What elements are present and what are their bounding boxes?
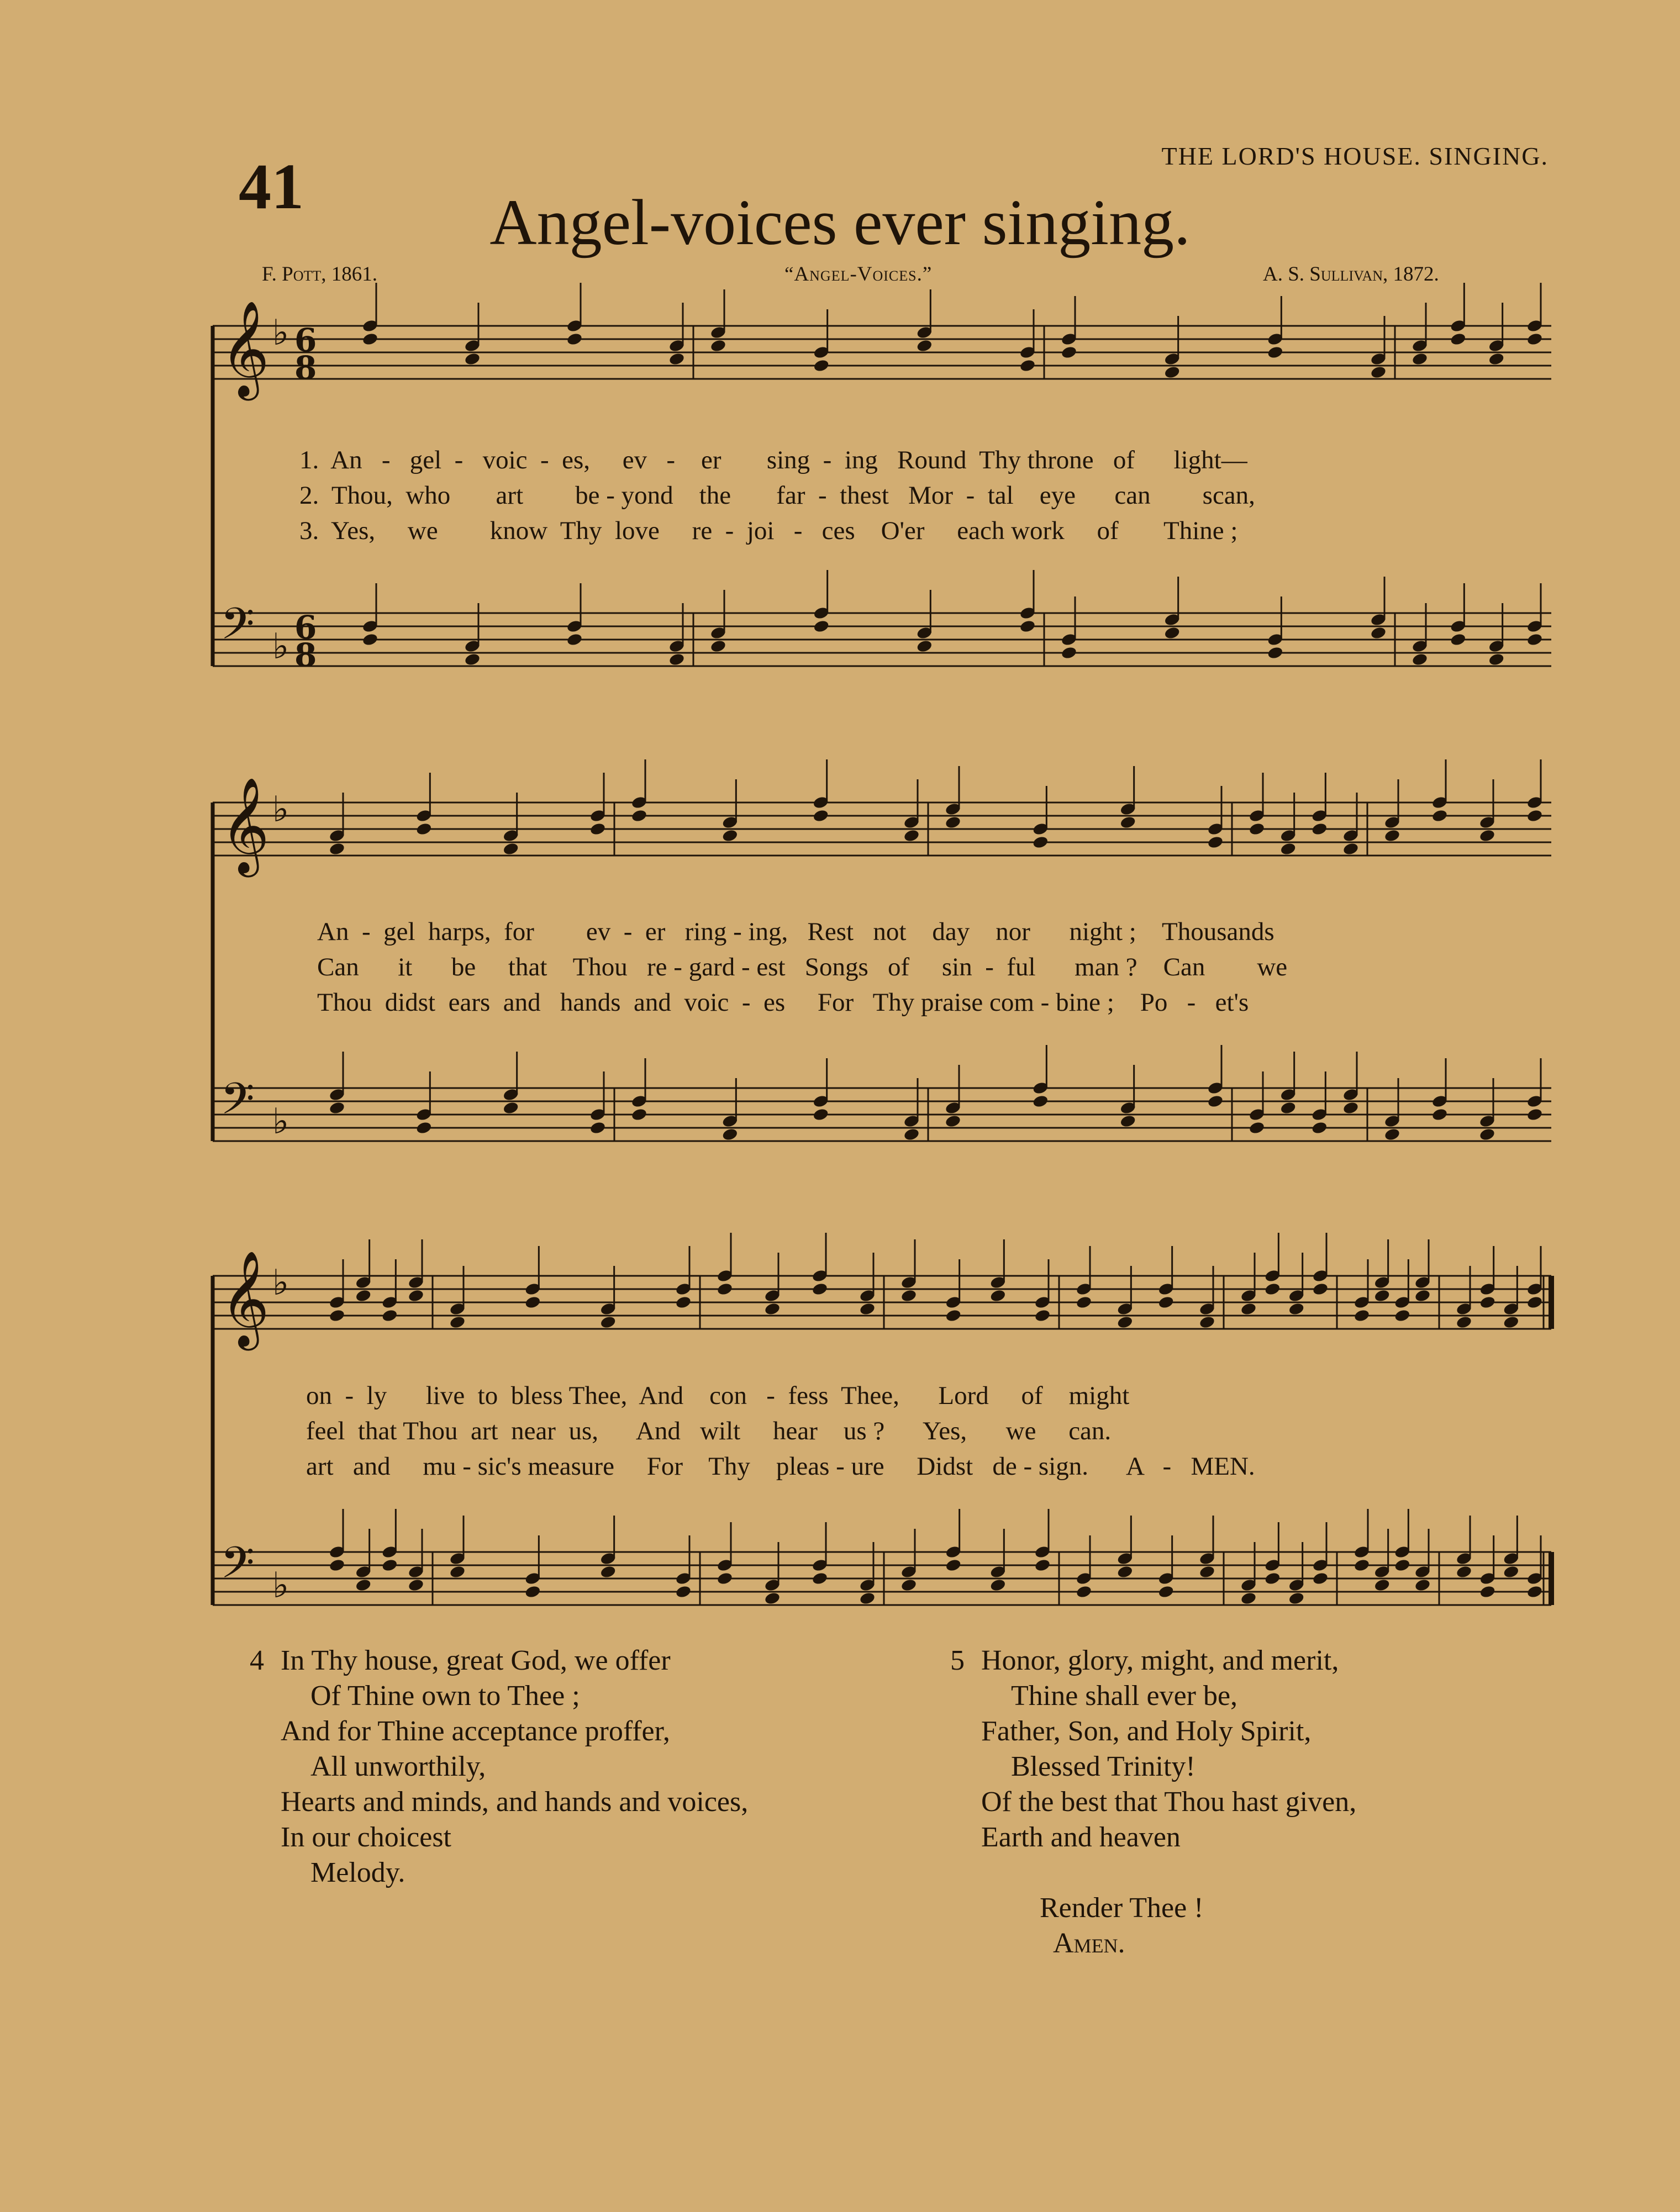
notehead	[1076, 1585, 1093, 1599]
notehead	[415, 1121, 433, 1135]
stanza-line: Honor, glory, might, and merit,	[981, 1645, 1339, 1676]
notehead	[1288, 1591, 1305, 1606]
stanza-line: Thine shall ever be,	[1011, 1680, 1238, 1712]
stanza-line	[1011, 1855, 1203, 1997]
section-heading: THE LORD'S HOUSE. SINGING.	[1161, 142, 1549, 170]
notehead	[989, 1578, 1007, 1592]
notehead	[1240, 1302, 1257, 1316]
notehead	[1019, 358, 1036, 373]
notehead	[1119, 1114, 1136, 1128]
notehead	[1488, 652, 1505, 667]
notehead	[710, 639, 727, 653]
notehead	[631, 809, 648, 823]
notehead	[464, 352, 481, 366]
notehead	[355, 1289, 372, 1303]
notehead	[1526, 632, 1544, 647]
lyric-line: feel that Thou art near us, And wilt hear us ? Yes, we can.	[306, 1417, 1112, 1445]
notehead	[1312, 1571, 1329, 1586]
notehead	[1526, 1107, 1544, 1122]
notehead	[1311, 1121, 1328, 1135]
notehead	[1034, 1308, 1051, 1323]
notehead	[1249, 822, 1266, 836]
notehead	[1207, 835, 1224, 849]
lyric-line: 3. Yes, we know Thy love re - joi - ces O'er each work of Thine ;	[299, 516, 1238, 545]
notehead	[1450, 632, 1467, 647]
notehead	[1503, 1565, 1520, 1579]
notehead	[668, 352, 686, 366]
lyric-line: art and mu - sic's measure For Thy pleas - ure Didst de - sign. A - MEN.	[306, 1452, 1255, 1481]
notehead	[1373, 1289, 1391, 1303]
notehead	[903, 828, 920, 843]
stanza-line: Of the best that Thou hast given,	[981, 1786, 1357, 1818]
stanza-number: 5	[950, 1645, 965, 1676]
notehead	[1412, 652, 1429, 667]
treble-clef: 𝄞	[220, 1250, 270, 1347]
notehead	[599, 1565, 617, 1579]
stanza-line: Melody.	[310, 1857, 405, 1888]
notehead	[566, 332, 583, 346]
notehead	[329, 1101, 346, 1115]
notehead	[1279, 1101, 1297, 1115]
notehead	[721, 828, 739, 843]
stanza-line: In our choicest	[281, 1822, 452, 1853]
stanza-line-text: Render Thee !	[1040, 1892, 1204, 1924]
notehead	[1117, 1565, 1134, 1579]
notehead	[717, 1282, 734, 1296]
notehead	[589, 822, 607, 836]
notehead	[1342, 1101, 1360, 1115]
notehead	[329, 1558, 346, 1572]
notehead	[1342, 842, 1360, 856]
notehead	[1117, 1315, 1134, 1329]
stanza-number: 4	[250, 1645, 264, 1676]
notehead	[1370, 626, 1387, 640]
notehead	[599, 1315, 617, 1329]
notehead	[721, 1127, 739, 1142]
notehead	[812, 809, 829, 823]
notehead	[1311, 822, 1328, 836]
treble-clef: 𝄞	[220, 777, 270, 873]
lyric-line: on - ly live to bless Thee, And con - fess Thee, Lord of might	[306, 1381, 1130, 1410]
notehead	[1061, 345, 1078, 360]
lyric-line: Can it be that Thou re - gard - est Songs of sin - ful man ? Can we	[317, 953, 1288, 981]
stanza-line: Hearts and minds, and hands and voices,	[281, 1786, 749, 1818]
flat-key-signature: ♭	[272, 1263, 289, 1303]
notehead	[1019, 619, 1036, 633]
notehead	[1414, 1578, 1431, 1592]
notehead	[1488, 352, 1505, 366]
notehead	[464, 652, 481, 667]
notehead	[945, 815, 962, 830]
notehead	[1354, 1558, 1371, 1572]
notehead	[362, 632, 379, 647]
notehead	[1479, 1295, 1496, 1310]
notehead	[1526, 332, 1544, 346]
notehead	[381, 1308, 398, 1323]
stanza-line: And for Thine acceptance proffer,	[281, 1715, 670, 1747]
time-signature-bottom: 8	[294, 636, 317, 674]
bass-clef: 𝄢	[220, 1537, 255, 1599]
notehead	[1264, 1282, 1281, 1296]
flat-key-signature: ♭	[272, 1565, 289, 1606]
notehead	[1370, 365, 1387, 379]
notehead	[1163, 365, 1181, 379]
flat-key-signature: ♭	[272, 789, 289, 830]
tune-name: “Angel-Voices.”	[784, 263, 933, 286]
notehead	[1526, 809, 1544, 823]
notehead	[764, 1302, 781, 1316]
notehead	[1373, 1578, 1391, 1592]
notehead	[1384, 1127, 1401, 1142]
stanza-line: All unworthily,	[310, 1751, 486, 1782]
hymn-number: 41	[239, 150, 304, 223]
notehead	[329, 842, 346, 856]
notehead	[900, 1289, 918, 1303]
notehead	[1032, 835, 1049, 849]
notehead	[1479, 1127, 1496, 1142]
notehead	[1061, 646, 1078, 660]
notehead	[812, 1282, 829, 1296]
notehead	[1412, 352, 1429, 366]
notehead	[1249, 1121, 1266, 1135]
notehead	[566, 632, 583, 647]
notehead	[449, 1565, 466, 1579]
notehead	[1503, 1315, 1520, 1329]
notehead	[329, 1308, 346, 1323]
notehead	[1450, 332, 1467, 346]
notehead	[1479, 828, 1496, 843]
notehead	[381, 1558, 398, 1572]
notehead	[668, 652, 686, 667]
lyric-line: 1. An - gel - voic - es, ev - er sing - ing Round Thy throne of light—	[299, 446, 1247, 474]
notehead	[900, 1578, 918, 1592]
notehead	[1076, 1295, 1093, 1310]
notehead	[945, 1114, 962, 1128]
notehead	[1394, 1558, 1411, 1572]
bass-clef: 𝄢	[220, 1073, 255, 1135]
notehead	[415, 822, 433, 836]
notehead	[1279, 842, 1297, 856]
flat-key-signature: ♭	[272, 626, 289, 667]
notehead	[589, 1121, 607, 1135]
notehead	[1431, 1107, 1449, 1122]
notehead	[812, 1571, 829, 1586]
notehead	[502, 842, 519, 856]
notehead	[631, 1107, 648, 1122]
amen-text: Amen.	[1053, 1928, 1125, 1959]
stanza-line: In Thy house, great God, we offer	[281, 1645, 671, 1676]
notehead	[710, 339, 727, 353]
notehead	[1526, 1295, 1544, 1310]
lyric-line: An - gel harps, for ev - er ring - ing, Rest not day nor night ; Thousands	[317, 917, 1275, 946]
notehead	[1288, 1302, 1305, 1316]
lyric-line: 2. Thou, who art be - yond the far - thest Mor - tal eye can scan,	[299, 481, 1255, 510]
bass-clef: 𝄢	[220, 598, 255, 660]
notehead	[502, 1101, 519, 1115]
notehead	[1526, 1585, 1544, 1599]
notehead	[1312, 1282, 1329, 1296]
notehead	[1431, 809, 1449, 823]
notehead	[1354, 1308, 1371, 1323]
notehead	[1032, 1094, 1049, 1108]
lyric-line: Thou didst ears and hands and voic - es For Thy praise com - bine ; Po - et's	[317, 988, 1249, 1017]
time-signature-top: 6	[294, 609, 317, 646]
notehead	[1456, 1315, 1473, 1329]
notehead	[813, 358, 830, 373]
notehead	[362, 332, 379, 346]
notehead	[945, 1308, 962, 1323]
hymn-title: Angel-voices ever singing.	[489, 186, 1191, 258]
notehead	[1119, 815, 1136, 830]
time-signature-top: 6	[294, 321, 317, 359]
treble-clef: 𝄞	[220, 300, 270, 397]
notehead	[449, 1315, 466, 1329]
notehead	[1384, 828, 1401, 843]
stanza-line: Blessed Trinity!	[1011, 1751, 1196, 1782]
notehead	[1034, 1558, 1051, 1572]
time-signature-bottom: 8	[294, 349, 317, 387]
notehead	[1267, 345, 1284, 360]
flat-key-signature: ♭	[272, 313, 289, 353]
notehead	[903, 1127, 920, 1142]
notehead	[1157, 1295, 1175, 1310]
notehead	[812, 1107, 829, 1122]
notehead	[1207, 1094, 1224, 1108]
notehead	[859, 1591, 876, 1606]
notehead	[717, 1571, 734, 1586]
notehead	[1479, 1585, 1496, 1599]
notehead	[1199, 1565, 1216, 1579]
notehead	[916, 339, 933, 353]
notehead	[675, 1295, 692, 1310]
composer-credit: A. S. Sullivan, 1872.	[1263, 263, 1439, 286]
notehead	[1240, 1591, 1257, 1606]
notehead	[1157, 1585, 1175, 1599]
notehead	[1264, 1571, 1281, 1586]
notehead	[355, 1578, 372, 1592]
notehead	[764, 1591, 781, 1606]
notehead	[524, 1585, 541, 1599]
notehead	[1163, 626, 1181, 640]
notehead	[945, 1558, 962, 1572]
stanza-line: Earth and heaven	[981, 1822, 1181, 1853]
flat-key-signature: ♭	[272, 1101, 289, 1142]
notehead	[408, 1289, 425, 1303]
notehead	[1456, 1565, 1473, 1579]
notehead	[1394, 1308, 1411, 1323]
notehead	[813, 619, 830, 633]
notehead	[916, 639, 933, 653]
stanza-line: Of Thine own to Thee ;	[310, 1680, 580, 1712]
notehead	[1199, 1315, 1216, 1329]
notehead	[675, 1585, 692, 1599]
notehead	[524, 1295, 541, 1310]
notehead	[989, 1289, 1007, 1303]
author-credit: F. Pott, 1861.	[262, 263, 377, 286]
notehead	[859, 1302, 876, 1316]
notehead	[1267, 646, 1284, 660]
notehead	[1414, 1289, 1431, 1303]
notehead	[408, 1578, 425, 1592]
stanza-line: Father, Son, and Holy Spirit,	[981, 1715, 1312, 1747]
